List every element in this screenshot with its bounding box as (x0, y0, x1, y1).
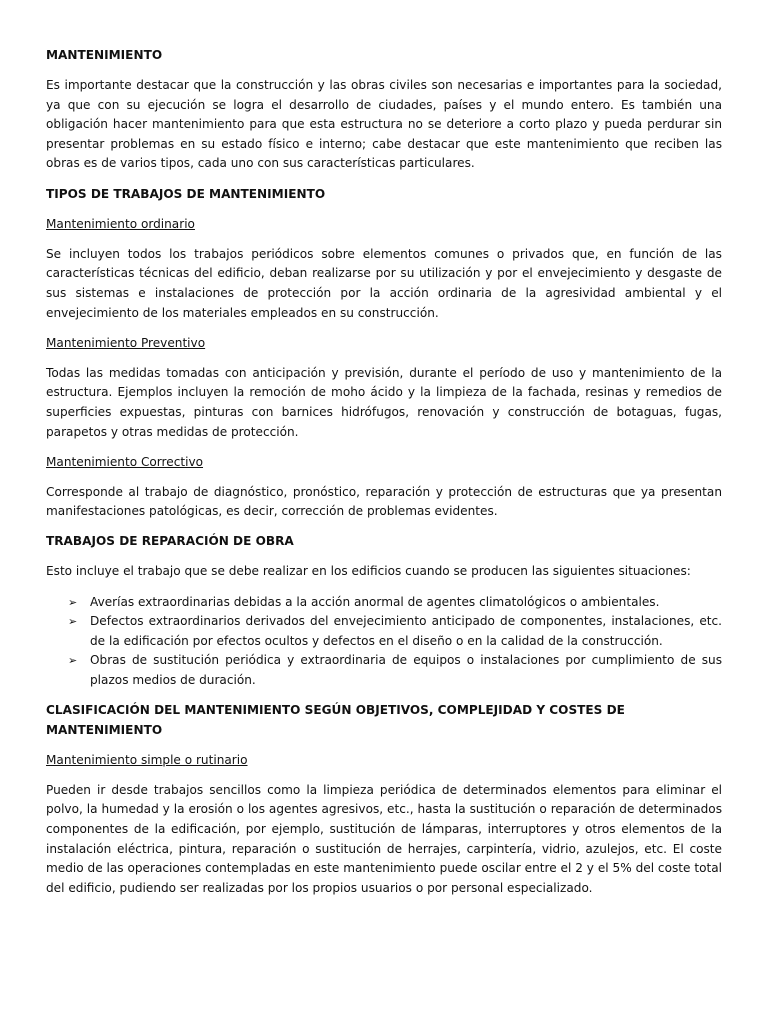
paragraph-simple: Pueden ir desde trabajos sencillos como la limpieza periódica de determinados elementos para eliminar el polvo, la humedad y la erosión o los agentes agresivos, etc., hasta la sustitución o reparación de determinados componentes de la edificación, por ejemplo, sustitución de lámparas, interruptores y otros elementos de la instalación eléctrica, pintura, reparación o sustitución de herrajes, carpintería, vidrio, azulejos, etc. El coste medio de las operaciones contempladas en este mantenimiento puede oscilar entre el 2 y el 5% del coste total del edificio, pudiendo ser realizadas por los propios usuarios o por personal especializado. (46, 782, 722, 895)
subheading-ordinario: Mantenimiento ordinario (46, 216, 195, 231)
list-item-text: Defectos extraordinarios derivados del envejecimiento anticipado de componentes, instalaciones, etc. de la edificación por efectos ocultos y defectos en el diseño o en la calidad de la construcción. (90, 614, 722, 648)
list-item (46, 612, 722, 651)
list-item (46, 593, 722, 613)
paragraph-reparacion-intro: Esto incluye el trabajo que se debe realizar en los edificios cuando se producen las siguientes situaciones: (46, 564, 691, 579)
arrow-bullet-icon: ➢ (68, 654, 78, 668)
bullet-list-reparacion (46, 593, 722, 691)
subheading-preventivo: Mantenimiento Preventivo (46, 335, 206, 350)
list-item-text: Averías extraordinarias debidas a la acción anormal de agentes climatológicos o ambientales. (90, 594, 660, 609)
document-page (46, 46, 722, 909)
arrow-bullet-icon: ➢ (68, 615, 78, 629)
paragraph-correctivo: Corresponde al trabajo de diagnóstico, pronóstico, reparación y protección de estructuras que ya presentan manifestaciones patológicas, es decir, corrección de problemas evidentes. (46, 484, 722, 519)
section-heading-clasificacion: CLASIFICACIÓN DEL MANTENIMIENTO SEGÚN OBJETIVOS, COMPLEJIDAD Y COSTES DE MANTENIMIENTO (46, 703, 625, 737)
section-heading-tipos: TIPOS DE TRABAJOS DE MANTENIMIENTO (46, 186, 326, 201)
subheading-correctivo: Mantenimiento Correctivo (46, 454, 204, 469)
paragraph-ordinario: Se incluyen todos los trabajos periódicos sobre elementos comunes o privados que, en función de las características técnicas del edificio, deban realizarse por su utilización y por el envejecimiento y desgaste de sus sistemas e instalaciones de protección por la acción ordinaria de la agresividad ambiental y el envejecimiento de los materiales empleados en su construcción. (46, 246, 722, 320)
arrow-bullet-icon: ➢ (68, 595, 78, 609)
paragraph-preventivo: Todas las medidas tomadas con anticipación y previsión, durante el período de uso y mantenimiento de la estructura. Ejemplos incluyen la remoción de moho ácido y la limpieza de la fachada, resinas y remedios de superficies expuestas, pinturas con barnices hidrófugos, renovación y construcción de botaguas, fugas, parapetos y otras medidas de protección. (46, 365, 722, 439)
document-title: MANTENIMIENTO (46, 48, 163, 62)
subheading-simple: Mantenimiento simple o rutinario (46, 752, 248, 767)
section-heading-reparacion: TRABAJOS DE REPARACIÓN DE OBRA (46, 534, 294, 549)
list-item-text: Obras de sustitución periódica y extraordinaria de equipos o instalaciones por cumplimiento de sus plazos medios de duración. (90, 653, 722, 687)
intro-paragraph: Es importante destacar que la construcción y las obras civiles son necesarias e importantes para la sociedad, ya que con su ejecución se logra el desarrollo de ciudades, países y el mundo entero. Es también una obligación hacer mantenimiento para que esta estructura no se deteriore a corto plazo y pueda perdurar sin presentar problemas en su estado físico e interno; cabe destacar que este mantenimiento que reciben las obras es de varios tipos, cada uno con sus características particulares. (46, 78, 722, 171)
list-item (46, 651, 722, 690)
